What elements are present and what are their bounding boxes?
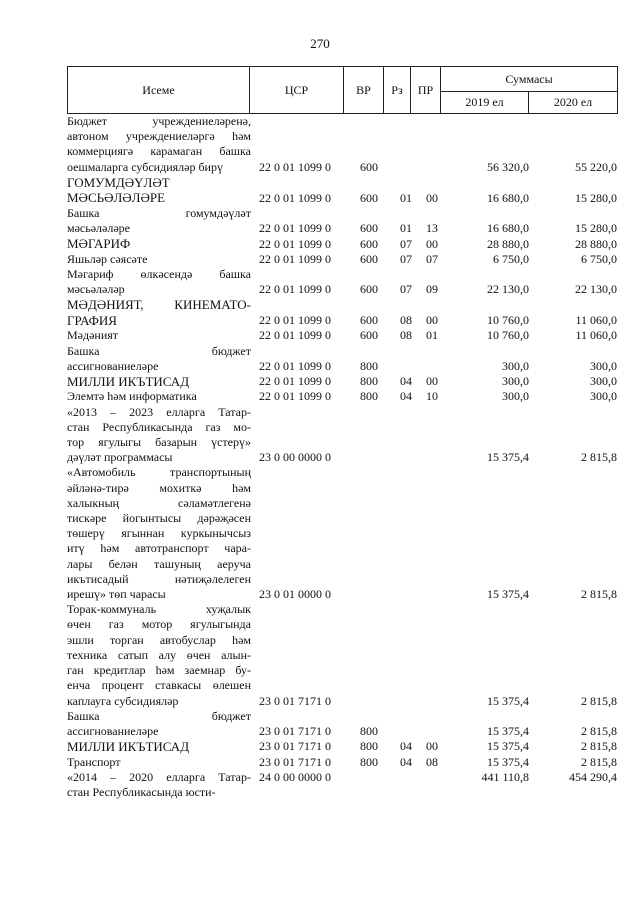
row-name <box>67 344 251 374</box>
table-row <box>67 206 617 236</box>
table-row <box>67 389 617 404</box>
header-sums: Суммасы <box>441 67 618 92</box>
row-s2020: 11 060,0 <box>575 313 617 328</box>
row-name <box>67 389 251 404</box>
header-year-2020: 2020 ел <box>529 92 618 114</box>
row-s2020: 2 815,8 <box>581 754 617 769</box>
row-csr: 23 0 01 0000 0 <box>259 587 331 602</box>
header-pr: ПР <box>411 67 441 114</box>
row-name-line: МИЛЛИ ИКЪТИСАД <box>67 373 190 389</box>
row-name-line: Мәгариф өлкәсендә башка <box>67 266 251 281</box>
header-name: Исеме <box>68 67 250 114</box>
table-row <box>67 297 617 328</box>
row-name-line: икътисадый нәтиҗәлелеген <box>67 571 251 586</box>
row-s2019: 15 375,4 <box>487 754 529 769</box>
table-row <box>67 344 617 374</box>
row-s2020: 28 880,0 <box>575 236 617 251</box>
row-csr: 22 0 01 1099 0 <box>259 221 331 236</box>
row-name-line: лары белән ташуның аеруча <box>67 556 251 571</box>
row-name-line: тор ягулыгы базарын үстерү» <box>67 435 251 450</box>
row-pr: 09 <box>426 282 438 297</box>
row-s2020: 11 060,0 <box>575 328 617 343</box>
row-name <box>67 236 251 252</box>
row-csr: 22 0 01 1099 0 <box>259 282 331 297</box>
row-name-line: Башка гомумдәүләт <box>67 205 251 220</box>
row-name-line: МӘДӘНИЯТ, КИНЕМАТО- <box>67 297 251 313</box>
row-name-line: әйләнә-тирә мохиткә һәм <box>67 480 251 495</box>
row-s2019: 28 880,0 <box>487 236 529 251</box>
row-s2019: 15 375,4 <box>487 723 529 738</box>
table-row <box>67 374 617 390</box>
table-row <box>67 328 617 343</box>
row-name-line: ассигнованиеләре <box>67 358 159 373</box>
row-name-line: оешмаларга субсидияләр бирү <box>67 159 223 174</box>
row-name <box>67 770 251 800</box>
row-pr: 00 <box>426 374 438 389</box>
row-name <box>67 328 251 343</box>
row-s2019: 300,0 <box>502 374 529 389</box>
row-csr: 22 0 01 1099 0 <box>259 358 331 373</box>
row-s2019: 300,0 <box>502 358 529 373</box>
row-s2019: 300,0 <box>502 389 529 404</box>
row-vr: 600 <box>360 190 378 205</box>
row-name-line: Транспорт <box>67 754 121 769</box>
row-vr: 800 <box>360 374 378 389</box>
row-vr: 800 <box>360 723 378 738</box>
row-vr: 600 <box>360 236 378 251</box>
row-pr: 00 <box>426 190 438 205</box>
row-csr: 22 0 01 1099 0 <box>259 313 331 328</box>
row-name-line: халыкның сәламәтлегенә <box>67 495 251 510</box>
row-s2019: 15 375,4 <box>487 693 529 708</box>
row-rz: 08 <box>400 328 412 343</box>
row-name-line: мәсьәләләр <box>67 282 125 297</box>
table-row <box>67 175 617 206</box>
row-name <box>67 114 251 175</box>
row-name <box>67 709 251 739</box>
row-name-line: Башка бюджет <box>67 343 251 358</box>
row-s2020: 300,0 <box>590 358 617 373</box>
row-csr: 22 0 01 1099 0 <box>259 190 331 205</box>
row-pr: 00 <box>426 236 438 251</box>
row-s2019: 15 375,4 <box>487 739 529 754</box>
table-row <box>67 267 617 297</box>
row-name-line: ирешү» төп чарасы <box>67 587 166 602</box>
row-name <box>67 252 251 267</box>
row-name-line: коммерциягә карамаган башка <box>67 144 251 159</box>
row-vr: 800 <box>360 389 378 404</box>
row-rz: 04 <box>400 739 412 754</box>
table-row <box>67 236 617 252</box>
row-name-line: өчен газ мотор ягулыгында <box>67 617 251 632</box>
row-s2020: 300,0 <box>590 389 617 404</box>
row-csr: 24 0 00 0000 0 <box>259 769 331 784</box>
page-number: 270 <box>310 36 330 51</box>
row-csr: 22 0 01 1099 0 <box>259 328 331 343</box>
row-rz: 07 <box>400 236 412 251</box>
row-s2020: 2 815,8 <box>581 693 617 708</box>
row-rz: 01 <box>400 221 412 236</box>
row-name-line: енча процент ставкасы өлешен <box>67 678 251 693</box>
table-header <box>67 66 618 114</box>
row-rz: 04 <box>400 754 412 769</box>
row-s2020: 454 290,4 <box>569 769 617 784</box>
row-name-line: ГОМУМДӘҮЛӘТ <box>67 174 170 190</box>
row-csr: 23 0 01 7171 0 <box>259 693 331 708</box>
row-name <box>67 405 251 466</box>
row-name <box>67 175 251 206</box>
row-s2020: 2 815,8 <box>581 587 617 602</box>
row-s2019: 56 320,0 <box>487 159 529 174</box>
row-vr: 800 <box>360 358 378 373</box>
row-pr: 00 <box>426 739 438 754</box>
row-name-line: ган кредитлар һәм заемнар бу- <box>67 663 251 678</box>
row-name-line: мәсьәләләре <box>67 221 130 236</box>
row-name-line: МӘГАРИФ <box>67 236 131 252</box>
header-year-2019: 2019 ел <box>441 92 529 114</box>
row-csr: 23 0 01 7171 0 <box>259 739 331 754</box>
row-name-line: ГРАФИЯ <box>67 312 117 328</box>
row-s2020: 15 280,0 <box>575 190 617 205</box>
row-s2020: 2 815,8 <box>581 739 617 754</box>
row-name-line: стан Республикасында газ мо- <box>67 419 251 434</box>
row-rz: 07 <box>400 251 412 266</box>
row-rz: 04 <box>400 374 412 389</box>
row-name <box>67 465 251 602</box>
row-name-line: ассигнованиеләре <box>67 723 159 738</box>
row-name-line: «2013 – 2023 елларга Татар- <box>67 404 251 419</box>
row-vr: 600 <box>360 282 378 297</box>
row-name-line: стан Республикасында юсти- <box>67 785 216 800</box>
row-csr: 22 0 01 1099 0 <box>259 389 331 404</box>
row-vr: 800 <box>360 754 378 769</box>
row-name-line: Башка бюджет <box>67 708 251 723</box>
row-s2019: 10 760,0 <box>487 328 529 343</box>
row-name <box>67 602 251 708</box>
row-csr: 23 0 01 7171 0 <box>259 723 331 738</box>
row-name <box>67 206 251 236</box>
row-name <box>67 374 251 390</box>
row-s2020: 300,0 <box>590 374 617 389</box>
row-name-line: Мәдәният <box>67 328 119 343</box>
row-name-line: Яшьләр сәясәте <box>67 251 148 266</box>
row-s2020: 6 750,0 <box>581 251 617 266</box>
row-rz: 04 <box>400 389 412 404</box>
row-csr: 22 0 01 1099 0 <box>259 159 331 174</box>
row-vr: 600 <box>360 313 378 328</box>
row-name <box>67 267 251 297</box>
row-name-line: дәүләт программасы <box>67 450 173 465</box>
table-row <box>67 770 617 800</box>
row-s2019: 16 680,0 <box>487 190 529 205</box>
row-vr: 600 <box>360 328 378 343</box>
row-s2019: 441 110,8 <box>481 769 529 784</box>
table-row <box>67 465 617 602</box>
row-name-line: МИЛЛИ ИКЪТИСАД <box>67 739 190 755</box>
table-row <box>67 405 617 466</box>
row-name <box>67 755 251 770</box>
row-s2020: 2 815,8 <box>581 723 617 738</box>
row-s2019: 22 130,0 <box>487 282 529 297</box>
row-pr: 07 <box>426 251 438 266</box>
row-vr: 800 <box>360 739 378 754</box>
row-vr: 600 <box>360 159 378 174</box>
row-name <box>67 739 251 755</box>
row-s2020: 15 280,0 <box>575 221 617 236</box>
row-pr: 13 <box>426 221 438 236</box>
row-name-line: МӘСЬӘЛӘЛӘРЕ <box>67 190 166 206</box>
row-rz: 01 <box>400 190 412 205</box>
row-name-line: төшерү ягыннан куркынычсыз <box>67 526 251 541</box>
row-s2019: 6 750,0 <box>493 251 529 266</box>
table-row <box>67 602 617 708</box>
header-csr: ЦСР <box>250 67 344 114</box>
row-name-line: техника сатып алу өчен алын- <box>67 647 251 662</box>
row-pr: 08 <box>426 754 438 769</box>
row-name-line: «Автомобиль транспортының <box>67 465 251 480</box>
row-csr: 23 0 00 0000 0 <box>259 450 331 465</box>
row-name-line: автоном учреждениеләргә һәм <box>67 129 251 144</box>
row-csr: 22 0 01 1099 0 <box>259 251 331 266</box>
row-rz: 08 <box>400 313 412 328</box>
row-name-line: «2014 – 2020 елларга Татар- <box>67 769 251 784</box>
row-s2019: 15 375,4 <box>487 450 529 465</box>
row-pr: 01 <box>426 328 438 343</box>
table-row <box>67 252 617 267</box>
row-name <box>67 297 251 328</box>
row-pr: 10 <box>426 389 438 404</box>
row-s2019: 10 760,0 <box>487 313 529 328</box>
row-s2019: 15 375,4 <box>487 587 529 602</box>
row-name-line: каплауга субсидияләр <box>67 693 179 708</box>
row-csr: 22 0 01 1099 0 <box>259 374 331 389</box>
row-name-line: эшли торган автобуслар һәм <box>67 632 251 647</box>
table-row <box>67 755 617 770</box>
row-s2020: 55 220,0 <box>575 159 617 174</box>
row-name-line: Торак-коммуналь хуҗалык <box>67 602 251 617</box>
row-name-line: Бюджет учреждениеләренә, <box>67 114 251 128</box>
row-pr: 00 <box>426 313 438 328</box>
row-name-line: Элемтә һәм информатика <box>67 389 197 404</box>
table-body <box>67 114 617 800</box>
row-s2019: 16 680,0 <box>487 221 529 236</box>
row-vr: 600 <box>360 251 378 266</box>
table-row <box>67 114 617 175</box>
row-name-line: тискәре йогынтысы дәрәҗәсен <box>67 511 251 526</box>
row-s2020: 2 815,8 <box>581 450 617 465</box>
row-name-line: итү һәм автотранспорт чара- <box>67 541 251 556</box>
table-row <box>67 739 617 755</box>
header-vr: ВР <box>344 67 384 114</box>
table-row <box>67 709 617 739</box>
row-s2020: 22 130,0 <box>575 282 617 297</box>
row-csr: 23 0 01 7171 0 <box>259 754 331 769</box>
row-vr: 600 <box>360 221 378 236</box>
row-rz: 07 <box>400 282 412 297</box>
row-csr: 22 0 01 1099 0 <box>259 236 331 251</box>
header-rz: Рз <box>384 67 411 114</box>
